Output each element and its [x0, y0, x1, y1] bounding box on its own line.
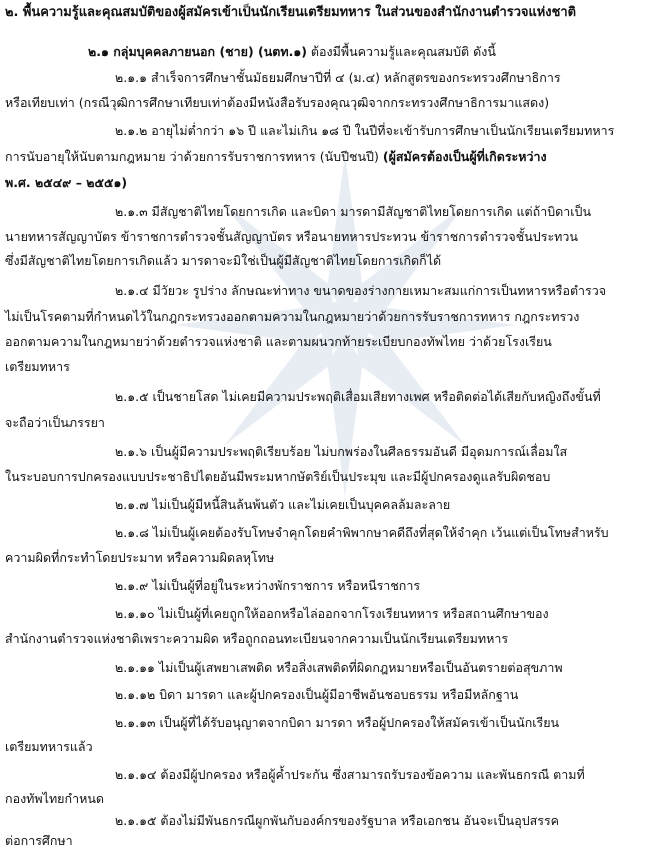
- item-2-1-2-line3: พ.ศ. ๒๕๔๙ – ๒๕๕๑): [5, 175, 128, 190]
- age-rule-text: การนับอายุให้นับตามกฎหมาย ว่าด้วยการรับราชการทหาร (นับปีชนปี): [5, 149, 383, 164]
- item-2-1-15-line2: ต่อการศึกษา: [5, 833, 73, 848]
- item-2-1-11-line1: ๒.๑.๑๑ ไม่เป็นผู้เสพยาเสพติด หรือสิ่งเสพติดที่ผิดกฎหมายหรือเป็นอันตรายต่อสุขภาพ: [115, 660, 563, 675]
- item-2-1-13-line2: เตรียมทหารแล้ว: [5, 739, 93, 754]
- item-2-1-8-line2: ความผิดที่กระทำโดยประมาท หรือความผิดลหุโทษ: [5, 550, 275, 565]
- item-2-1-2-line2: [5, 146, 665, 168]
- item-2-1-8-line1: ๒.๑.๘ ไม่เป็นผู้เคยต้องรับโทษจำคุกโดยคำพิพากษาคดีถึงที่สุดให้จำคุก เว้นแต่เป็นโทษสำหรับ: [115, 525, 609, 540]
- item-2-1-12-line1: ๒.๑.๑๒ บิดา มารดา และผู้ปกครองเป็นผู้มีอาชีพอันชอบธรรม หรือมีหลักฐาน: [115, 687, 519, 702]
- item-2-1-10-line1: ๒.๑.๑๐ ไม่เป็นผู้ที่เคยถูกให้ออกหรือไล่ออกจากโรงเรียนทหาร หรือสถานศึกษาของ: [115, 606, 549, 621]
- item-2-1-1-line2: หรือเทียบเท่า (กรณีวุฒิการศึกษาเทียบเท่าต้องมีหนังสือรับรองคุณวุฒิจากกระทรวงศึกษาธิการมาแสดง): [5, 95, 550, 110]
- birth-range-note: (ผู้สมัครต้องเป็นผู้ที่เกิดระหว่าง: [382, 149, 547, 164]
- item-2-1-10-line2: สำนักงานตำรวจแห่งชาติเพราะความผิด หรือถูกถอนทะเบียนจากความเป็นนักเรียนเตรียมทหาร: [5, 631, 509, 646]
- group-name: ๒.๑ กลุ่มบุคคลภายนอก (ชาย) (นตท.๑): [88, 44, 307, 59]
- item-2-1-5-line1: ๒.๑.๕ เป็นชายโสด ไม่เคยมีความประพฤติเสื่อมเสียทางเพศ หรือติดต่อได้เสียกับหญิงถึงขั้นที่: [115, 389, 601, 404]
- group-subheading: [88, 41, 665, 63]
- item-2-1-3-line3: ซึ่งมีสัญชาติไทยโดยการเกิดแล้ว มารดาจะมิใช่เป็นผู้มีสัญชาติไทยโดยการเกิดก็ได้: [5, 253, 442, 268]
- item-2-1-4-line1: ๒.๑.๔ มีวัยวะ รูปร่าง ลักษณะท่าทาง ขนาดของร่างกายเหมาะสมแก่การเป็นทหารหรือตำรวจ: [115, 283, 607, 298]
- item-2-1-9-line1: ๒.๑.๙ ไม่เป็นผู้ที่อยู่ในระหว่างพักราชการ หรือหนีราชการ: [115, 578, 421, 593]
- item-2-1-5-line2: จะถือว่าเป็นภรรยา: [5, 415, 105, 430]
- item-2-1-2-line1: ๒.๑.๒ อายุไม่ต่ำกว่า ๑๖ ปี และไม่เกิน ๑๘ ปี ในปีที่จะเข้ารับการศึกษาเป็นนักเรียนเตรียมทหาร: [115, 123, 615, 138]
- item-2-1-13-line1: ๒.๑.๑๓ เป็นผู้ที่ได้รับอนุญาตจากบิดา มารดา หรือผู้ปกครองให้สมัครเข้าเป็นนักเรียน: [115, 715, 560, 730]
- item-2-1-1-line1: ๒.๑.๑ สำเร็จการศึกษาชั้นมัธยมศึกษาปีที่ ๔ (ม.๔) หลักสูตรของกระทรวงศึกษาธิการ: [115, 70, 561, 85]
- item-2-1-3-line1: ๒.๑.๓ มีสัญชาติไทยโดยการเกิด และบิดา มารดามีสัญชาติไทยโดยการเกิด แต่ถ้าบิดาเป็น: [115, 204, 591, 219]
- item-2-1-4-line3: ออกตามความในกฎหมายว่าด้วยตำรวจแห่งชาติ และตามผนวกท้ายระเบียบกองทัพไทย ว่าด้วยโรงเรียน: [5, 334, 552, 349]
- item-2-1-7-line1: ๒.๑.๗ ไม่เป็นผู้มีหนี้สินล้นพ้นตัว และไม่เคยเป็นบุคคลล้มละลาย: [115, 497, 451, 512]
- item-2-1-6-line1: ๒.๑.๖ เป็นผู้มีความประพฤติเรียบร้อย ไม่บกพร่องในศีลธรรมอันดี มีอุดมการณ์เลื่อมใส: [115, 444, 568, 459]
- group-rest: ต้องมีพื้นความรู้และคุณสมบัติ ดังนี้: [306, 44, 496, 59]
- item-2-1-6-line2: ในระบอบการปกครองแบบประชาธิปไตยอันมีพระมหากษัตริย์เป็นประมุข และมีผู้ปกครองดูแลรับผิดชอบ: [5, 469, 551, 484]
- item-2-1-4-line2: ไม่เป็นโรคตามที่กำหนดไว้ในกฎกระทรวงออกตามความในกฎหมายว่าด้วยการรับราชการทหาร กฎกระทรวง: [5, 309, 580, 324]
- item-2-1-3-line2: นายทหารสัญญาบัตร ข้าราชการตำรวจชั้นสัญญาบัตร หรือนายทหารประทวน ข้าราชการตำรวจชั้นประทวน: [5, 229, 578, 244]
- item-2-1-14-line1: ๒.๑.๑๔ ต้องมีผู้ปกครอง หรือผู้ค้ำประกัน ซึ่งสามารถรับรองข้อความ และพันธกรณี ตามที่: [115, 767, 585, 782]
- item-2-1-15-line1: ๒.๑.๑๕ ต้องไม่มีพันธกรณีผูกพันกับองค์กรของรัฐบาล หรือเอกชน อันจะเป็นอุปสรรค: [115, 813, 560, 828]
- item-2-1-14-line2: กองทัพไทยกำหนด: [5, 791, 104, 806]
- section-heading: ๒. พื้นความรู้และคุณสมบัติของผู้สมัครเข้าเป็นนักเรียนเตรียมทหาร ในส่วนของสำนักงานตำรวจแห่งชาติ: [5, 5, 576, 20]
- item-2-1-4-line4: เตรียมทหาร: [5, 359, 70, 374]
